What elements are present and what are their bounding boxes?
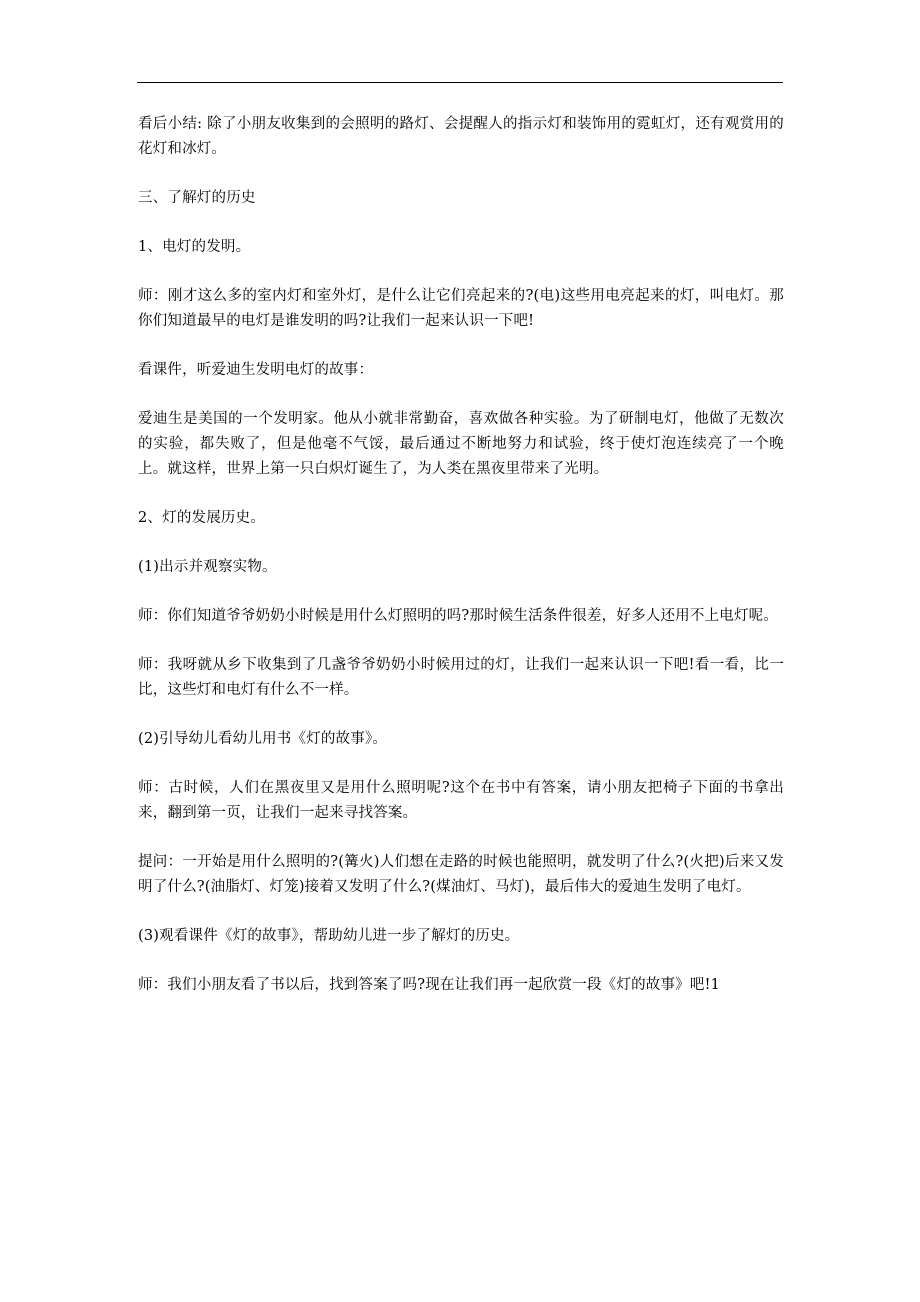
- step-heading: (3)观看课件《灯的故事》，帮助幼儿进一步了解灯的历史。: [138, 928, 520, 944]
- summary-paragraph: 看后小结: 除了小朋友收集到的会照明的路灯、会提醒人的指示灯和装饰用的霓虹灯，还有观赏用的花灯和冰灯。: [138, 116, 784, 157]
- step-heading: (2)引导幼儿看幼儿用书《灯的故事》。: [138, 731, 388, 747]
- teacher-paragraph: 师：我们小朋友看了书以后，找到答案了吗?现在让我们再一起欣赏一段《灯的故事》吧!1: [138, 977, 721, 993]
- question-paragraph: 提问：一开始是用什么照明的?(篝火)人们想在走路的时候也能照明，就发明了什么?(火把)后来又发明了什么?(油脂灯、灯笼)接着又发明了什么?(煤油灯、马灯)，最后伟大的爱迪生发明了电灯。: [138, 854, 784, 895]
- teacher-paragraph: 师：刚才这么多的室内灯和室外灯，是什么让它们亮起来的?(电)这些用电亮起来的灯，叫电灯。那你们知道最早的电灯是谁发明的吗?让我们一起来认识一下吧!: [138, 288, 784, 329]
- section-heading: 三、了解灯的历史: [138, 190, 256, 206]
- instruction-paragraph: 看课件，听爱迪生发明电灯的故事：: [138, 362, 374, 378]
- story-paragraph: 爱迪生是美国的一个发明家。他从小就非常勤奋，喜欢做各种实验。为了研制电灯，他做了无数次的实验，都失败了，但是他毫不气馁，最后通过不断地努力和试验，终于使灯泡连续亮了一个晚上。就这样，世界上第一只白炽灯诞生了，为人类在黑夜里带来了光明。: [138, 411, 784, 477]
- header-rule: [137, 82, 783, 83]
- teacher-paragraph: 师：我呀就从乡下收集到了几盏爷爷奶奶小时候用过的灯，让我们一起来认识一下吧!看一看，比一比，这些灯和电灯有什么不一样。: [138, 657, 784, 698]
- subsection-heading: 1、电灯的发明。: [138, 239, 251, 255]
- subsection-heading: 2、灯的发展历史。: [138, 510, 266, 526]
- teacher-paragraph: 师：古时候，人们在黑夜里又是用什么照明呢?这个在书中有答案，请小朋友把椅子下面的书拿出来，翻到第一页，让我们一起来寻找答案。: [138, 780, 784, 821]
- document-body: [138, 112, 784, 1022]
- teacher-paragraph: 师：你们知道爷爷奶奶小时候是用什么灯照明的吗?那时候生活条件很差，好多人还用不上电灯呢。: [138, 608, 779, 624]
- step-heading: (1)出示并观察实物。: [138, 559, 277, 575]
